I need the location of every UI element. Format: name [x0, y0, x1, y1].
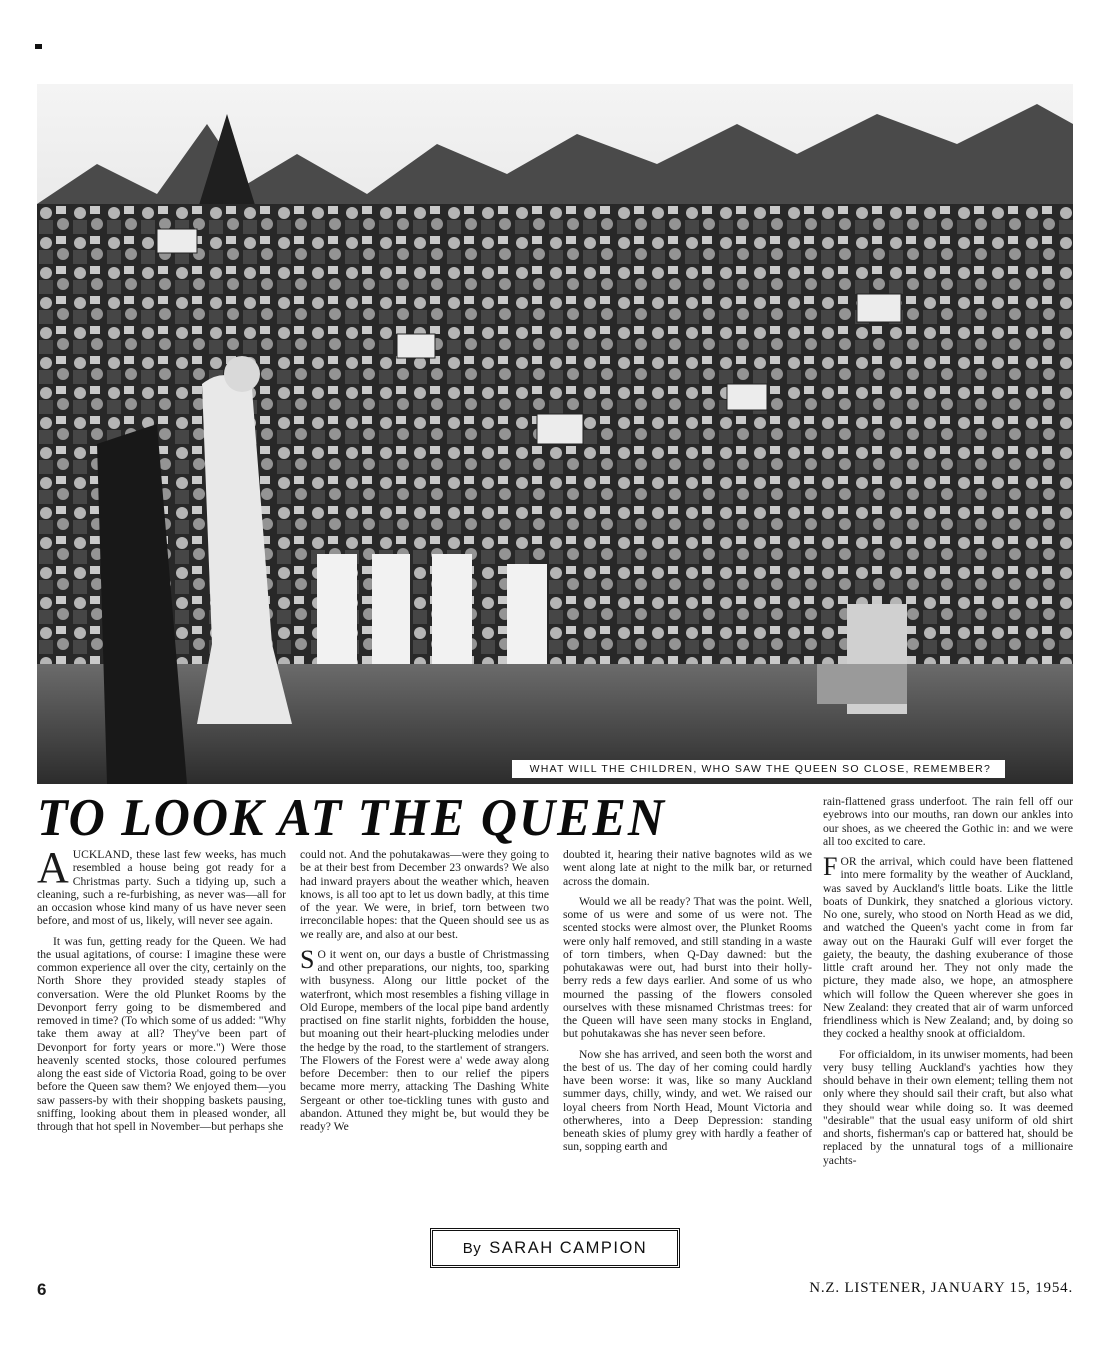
page-number: 6: [37, 1280, 47, 1299]
drop-cap: A: [37, 843, 69, 892]
byline-box: [430, 1228, 680, 1268]
paragraph: For officialdom, in its unwiser moments, had been very busy telling Auckland's yachties how they should behave in their own element; telling them not only where they should sail their craft, but also what they should wear while doing so. It was deemed "desirable" that the usual easy uniform of old shirt and shorts, fisherman's cap or battered hat, should be replaced by the unnatural togs of a millionaire yachts-: [823, 1047, 1073, 1167]
article-column-3: [563, 848, 812, 1161]
article-column-1: [37, 843, 286, 1140]
byline-prefix: By: [462, 1239, 482, 1257]
paragraph: O it went on, our days a bustle of Christmassing and other preparations, our nights, too, sparking with busyness. Along our little pocket of the waterfront, which most resembles a fishing village in Old Europe, members of the local pipe band ardently practised on fine starlit nights, forbidden the house, but moaning out their heart-plucking melodies under the hedge by the road, to the startlement of strangers. The Flowers of the Forest were a' wede away along before December: then to our relief the pipers became more merry, attacking The Dashing White Sergeant or other toe-tickling tunes with gusto and abandon. Attuned they might be, but would they be ready? We: [300, 947, 549, 1133]
paragraph: It was fun, getting ready for the Queen. We had the usual agitations, of course: I imagine these were common experience all over the city, certainly on the North Shore they provided steady staples of conversation. Were the old Plunket Rooms by the Devonport ferry going to be dismembered and removed in time? (To which some of us added: "Why take them away at all? They've been part of Devonport for forty years or more.") Were those heavenly scented stocks, those coloured perfumes along the east side of Victoria Road, going to be over before the Queen saw them? We enjoyed them—you saw passers-by with their shopping baskets pausing, sniffing, looking about them in pleased wonder, all through that hot spell in November—but perhaps she: [37, 934, 286, 1133]
paragraph: Would we all be ready? That was the point. Well, some of us were and some of us were not. The scented stocks were almost over, the Plunket Rooms were only half removed, and still standing in a waste of torn timbers, when Q-Day dawned: but the pohutakawas were out, had burst into their holly-berry reds a few days earlier. And some of us who mourned the passing of the flowers consoled ourselves with these misnamed Christmas trees: for the Queen will have seen many stocks in England, but pohutakawas she has never seen before.: [563, 894, 812, 1041]
byline-author: SARAH CAMPION: [489, 1238, 648, 1257]
paragraph: Now she has arrived, and seen both the worst and the best of us. The day of her coming could hardly have been worse: it was, like so many Auckland summer days, chilly, windy, and wet. We raised our loyal cheers from North Head, Mount Victoria and otherwheres, into a Deep Depression: standing beneath skies of plumy grey with hardly a feather of sun, sopping earth and: [563, 1047, 812, 1154]
photo-caption: WHAT WILL THE CHILDREN, WHO SAW THE QUEEN SO CLOSE, REMEMBER?: [512, 760, 1005, 778]
paragraph: doubted it, hearing their native bagnotes wild as we went along late at night to the milk bar, or returned across the domain.: [563, 848, 812, 888]
article-column-4: [823, 795, 1073, 1174]
paragraph: could not. And the pohutakawas—were they going to be at their best from December 23 onwards? We also had inward prayers about the weather which, heaven knows, is all too apt to let us down badly, at this time of the year. We were, in brief, torn between two irreconcilable hopes: that the Queen should see us as we really are, and also at our best.: [300, 848, 549, 941]
registration-mark: [35, 44, 42, 49]
article-title: TO LOOK AT THE QUEEN: [37, 787, 666, 847]
crowd-photo: [37, 84, 1073, 784]
paragraph: OR the arrival, which could have been flattened into mere formality by the weather of Auckland, was saved by Auckland's little boats. Like the little boats of Dunkirk, they snatched a glorious victory. No one, surely, who stood on North Head as we did, and watched the Queen's yacht come in from far away out on the Hauraki Gulf will ever forget the gaiety, the beauty, the dashing exuberance of those little craft around her. They not only made the picture, they made also, we hope, an atmosphere which will follow the Queen wherever she goes in New Zealand: they created that air of warm unforced friendliness which is New Zealand; and, by doing so they cocked a healthy snook at officialdom.: [823, 855, 1073, 1041]
crowd-photo-illustration: [37, 84, 1073, 784]
drop-cap: F: [823, 852, 838, 881]
paragraph: rain-flattened grass underfoot. The rain fell off our eyebrows into our mouths, ran down our ankles into our shoes, as we cheered the Gothic in: and we were all too excited to care.: [823, 795, 1073, 848]
publication-footer: N.Z. LISTENER, JANUARY 15, 1954.: [809, 1280, 1073, 1296]
drop-cap: S: [300, 944, 315, 974]
paragraph: UCKLAND, these last few weeks, has much resembled a house being got ready for a Christmas party. Such a tidying up, such a cleaning, such a re-furbishing, as never was—all for an occasion whose kind many of us have never seen before, and most of us, likely, will never see again.: [37, 848, 286, 928]
article-column-2: [300, 848, 549, 1140]
